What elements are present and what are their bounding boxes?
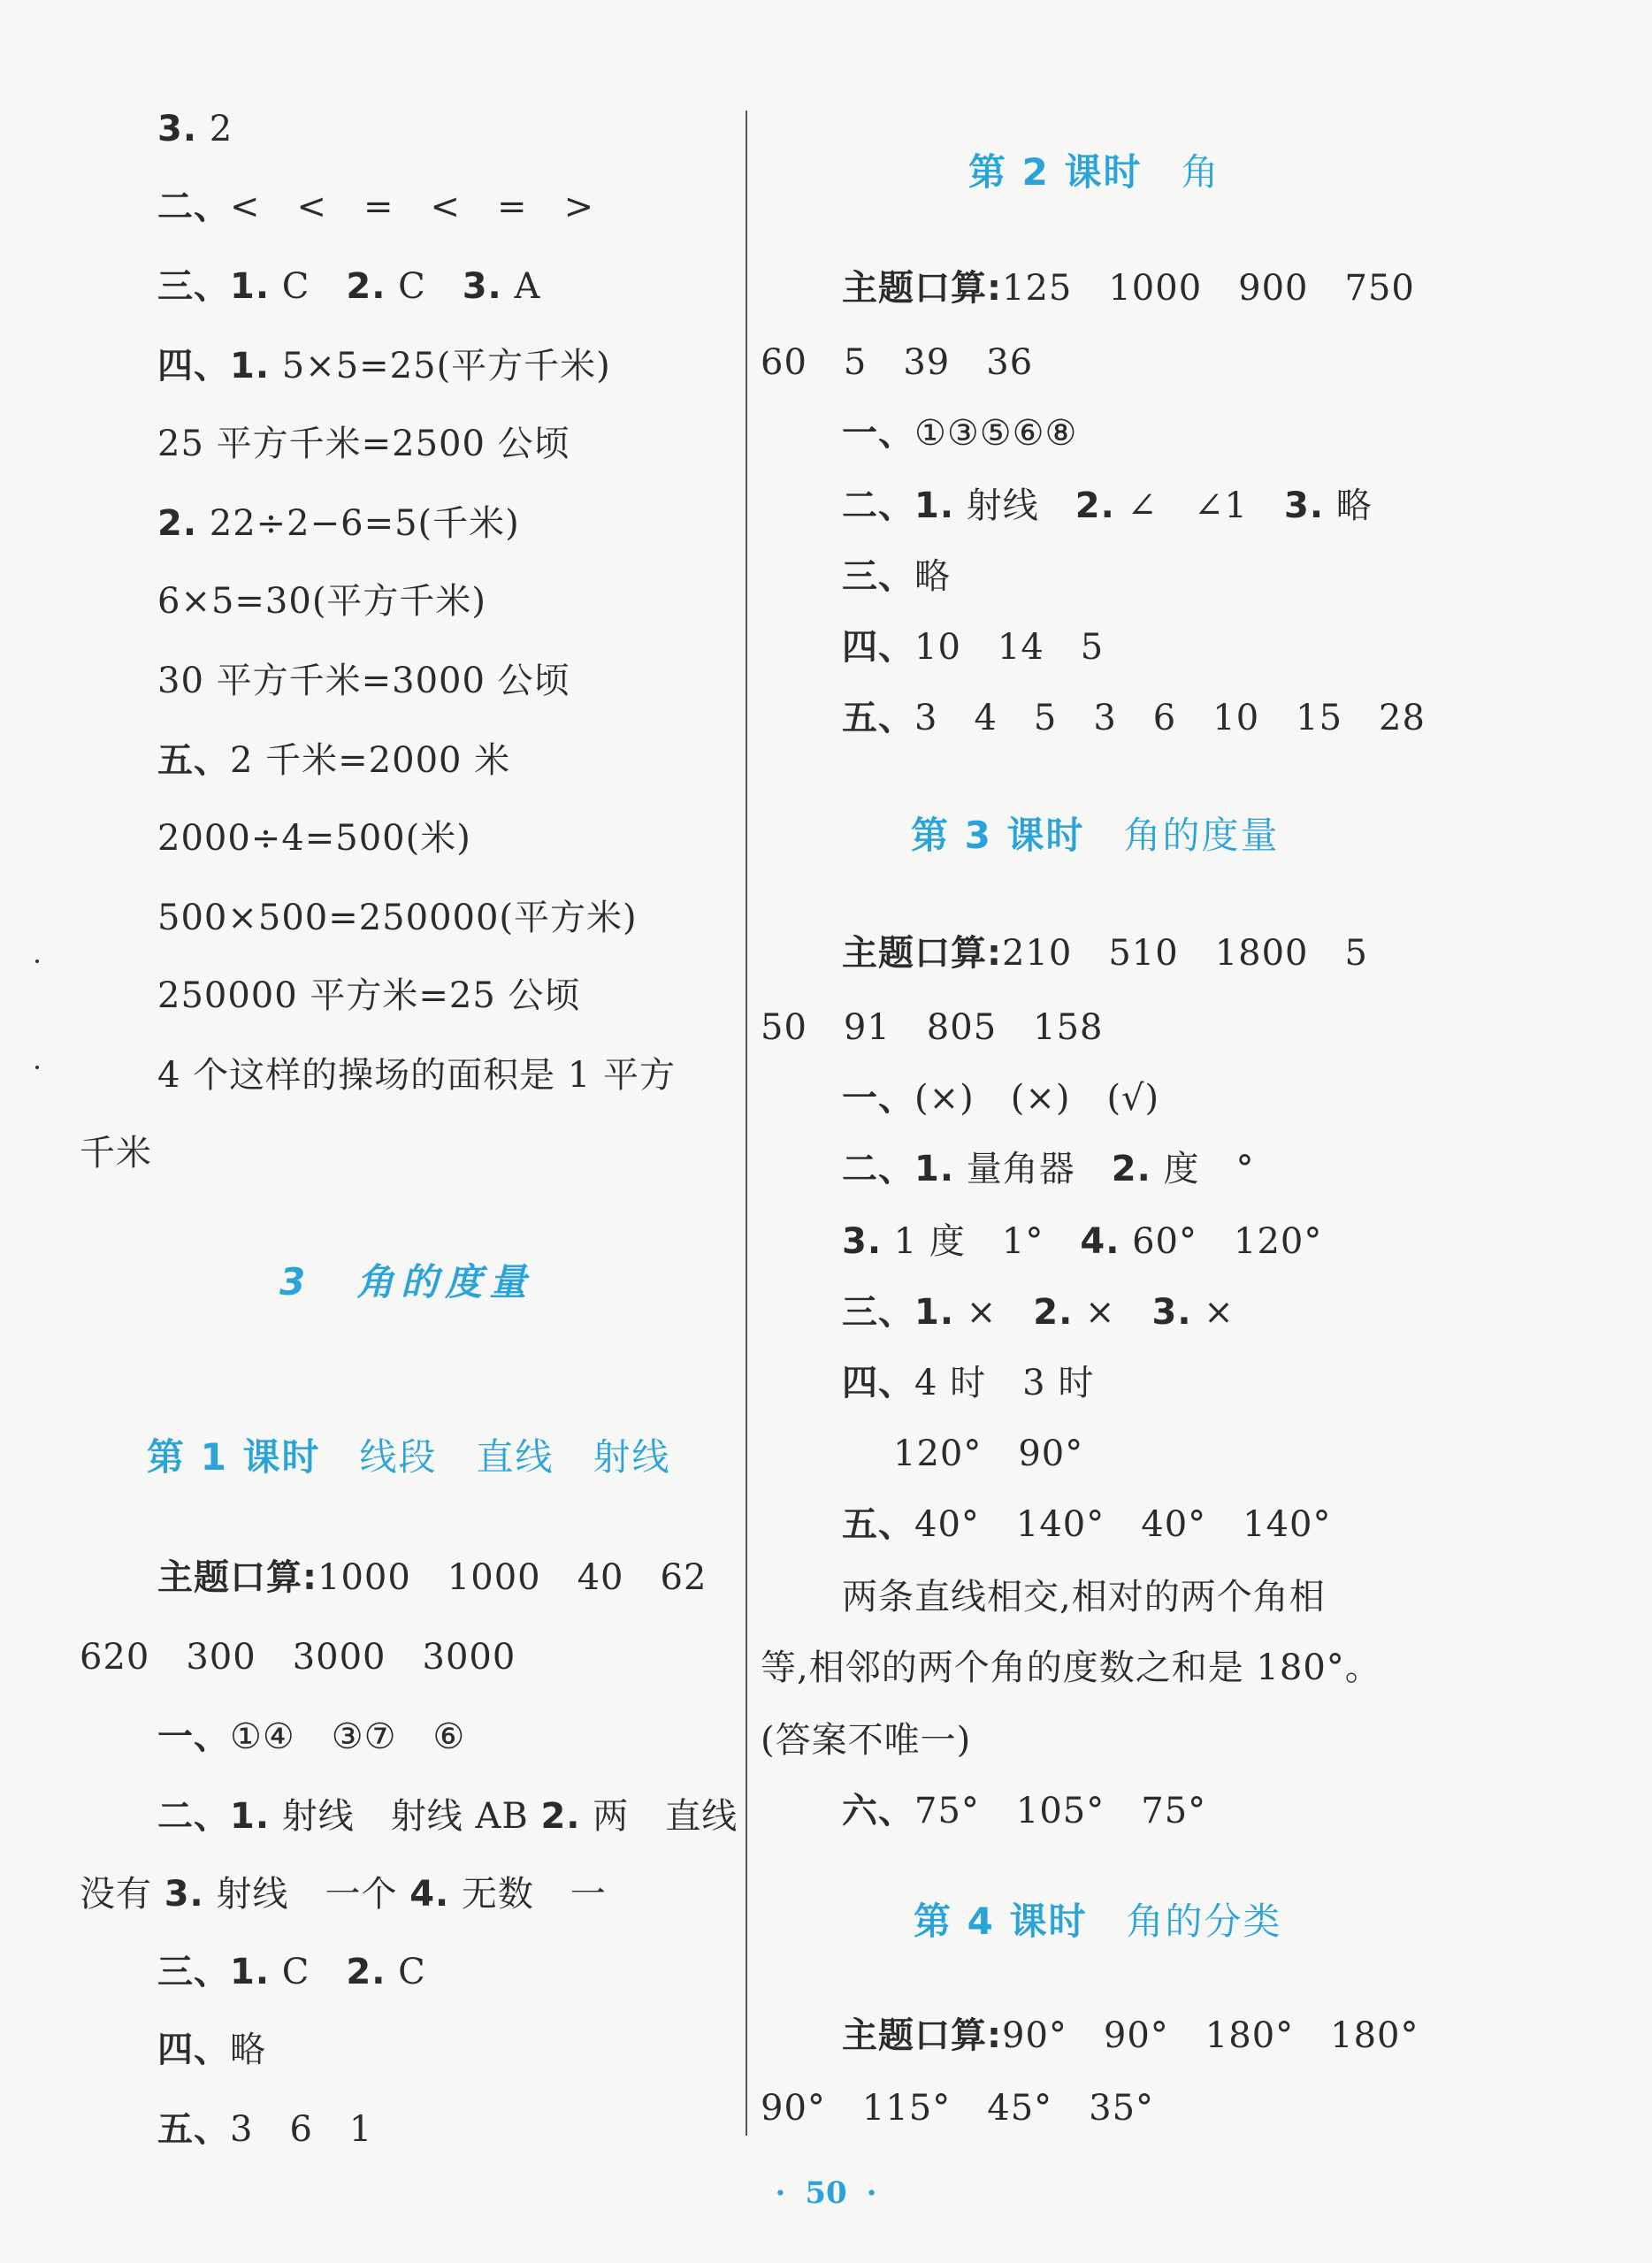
answer-label: 一、 [842, 413, 914, 454]
answer-label: 2. [1075, 485, 1115, 526]
answer-label: 五、 [157, 740, 230, 781]
answer-label: 四、 [842, 627, 914, 668]
lesson-heading [147, 1435, 671, 1479]
answer-line [157, 817, 471, 860]
answer-line [157, 2029, 266, 2071]
answer-line [80, 1132, 152, 1174]
answer-label: 2. [1111, 1149, 1151, 1189]
answer-label: 2. [1033, 1292, 1074, 1333]
answer-text: 90° 90° 180° 180° [1002, 2015, 1419, 2056]
answer-label: 五、 [842, 1504, 914, 1545]
answer-text: 22÷2−6=5(千米) [197, 503, 520, 544]
answer-line [157, 1795, 738, 1838]
answer-label: 二、1. [842, 1149, 955, 1189]
heading-title: 线段 直线 射线 [359, 1435, 671, 1479]
answer-line [893, 1433, 1083, 1475]
answer-line [157, 423, 570, 465]
answer-text: 10 14 5 [914, 627, 1105, 668]
answer-label: 四、 [157, 2030, 230, 2070]
answer-label: 3. [1151, 1292, 1192, 1333]
answer-text: 无数 一 [449, 1874, 607, 1915]
answer-line [842, 1503, 1332, 1546]
answer-text: 120° 90° [893, 1433, 1084, 1474]
answer-label: 3. [157, 109, 198, 149]
answer-text: 略 [1324, 485, 1373, 526]
answer-text: 4 个这样的操场的面积是 1 平方 [157, 1055, 677, 1096]
answer-label: 主题口算: [842, 2015, 1002, 2056]
answer-text: 2 [197, 109, 233, 149]
answer-label: 2. [157, 503, 198, 544]
answer-line [157, 108, 233, 150]
heading-gap [1087, 1900, 1126, 1943]
answer-line [157, 502, 520, 545]
answer-text: C [270, 266, 347, 307]
answer-text: 500×500=250000(平方米) [157, 898, 638, 938]
answer-text: 5×5=25(平方千米) [270, 346, 611, 386]
answer-text: 射线 [954, 485, 1075, 526]
answer-text: < < = < = > [230, 187, 595, 227]
answer-line [157, 580, 486, 623]
answer-text: 60° 120° [1120, 1221, 1323, 1262]
answer-label: 五、 [842, 698, 914, 738]
answer-label: 一、 [157, 1716, 230, 1757]
answer-text: 75° 105° 75° [914, 1791, 1207, 1831]
answer-text: ①③⑤⑥⑧ [914, 413, 1078, 454]
answer-line [157, 975, 581, 1017]
answer-line [157, 1951, 426, 1993]
answer-line [157, 660, 570, 702]
answer-text: ①④ ③⑦ ⑥ [230, 1716, 466, 1757]
heading-title: 角的分类 [1126, 1900, 1282, 1943]
answer-label: 三、 [842, 556, 914, 597]
answer-line [842, 1291, 1235, 1334]
answer-label: 四、1. [157, 346, 271, 386]
answer-line [842, 1077, 1159, 1120]
answer-line [157, 1556, 707, 1599]
answer-line [842, 1790, 1206, 1832]
answer-label: 三、1. [157, 266, 271, 307]
answer-line [842, 1148, 1255, 1190]
answer-label: 3. [462, 266, 502, 307]
answer-line [157, 1716, 465, 1758]
heading-title: 角的度量 [1123, 814, 1280, 857]
answer-label: 2. [346, 1952, 386, 1992]
answer-label: 2. [346, 266, 386, 307]
answer-line [157, 897, 638, 939]
answer-line [842, 412, 1077, 455]
heading-gap [1084, 814, 1123, 857]
heading-number: 第 3 课时 [911, 814, 1085, 857]
answer-label: 二、1. [842, 485, 955, 526]
answer-line [761, 1006, 1104, 1049]
answer-line [842, 697, 1426, 739]
heading-number: 第 4 课时 [914, 1900, 1088, 1943]
answer-label: 3. [842, 1221, 883, 1262]
answer-text: 620 300 3000 3000 [80, 1637, 516, 1678]
column-divider [746, 111, 747, 2136]
answer-text: 3 6 1 [230, 2109, 373, 2150]
answer-text: 两条直线相交,相对的两个角相 [842, 1577, 1326, 1617]
scan-mark [35, 1066, 39, 1069]
answer-text: 两 直线 [580, 1796, 738, 1837]
answer-label: 3. [164, 1874, 204, 1915]
page-number: · 50 · [775, 2175, 877, 2211]
answer-line [842, 267, 1415, 310]
answer-text: 210 510 1800 5 [1002, 933, 1368, 974]
answer-text: 没有 [80, 1874, 164, 1915]
heading-number: 3 [279, 1260, 313, 1304]
answer-text: × [1191, 1292, 1235, 1333]
answer-line [157, 2108, 372, 2151]
answer-text: 90° 115° 45° 35° [761, 2088, 1155, 2129]
answer-label: 二、 [157, 187, 230, 227]
answer-text: 1000 1000 40 62 [317, 1557, 707, 1598]
answer-text: 250000 平方米=25 公顷 [157, 975, 581, 1016]
answer-label: 2. [540, 1796, 581, 1837]
answer-label: 五、 [157, 2109, 230, 2150]
answer-text: 4 时 3 时 [914, 1363, 1095, 1403]
answer-line [842, 1362, 1094, 1404]
answer-text: 1 度 1° [882, 1221, 1081, 1262]
answer-text: A [501, 266, 541, 307]
answer-label: 3. [1283, 485, 1325, 526]
answer-text: 量角器 [954, 1149, 1112, 1189]
answer-text: 3 4 5 3 6 10 15 28 [914, 698, 1426, 738]
answer-line [80, 1873, 607, 1915]
answer-label: 四、 [842, 1363, 914, 1403]
lesson-heading [968, 150, 1220, 195]
answer-text: ∠ ∠1 [1114, 485, 1284, 526]
answer-text: (答案不唯一) [761, 1720, 972, 1761]
answer-text: 2000÷4=500(米) [157, 818, 471, 859]
answer-text: 25 平方千米=2500 公顷 [157, 424, 570, 464]
heading-gap [312, 1260, 356, 1304]
answer-line [842, 932, 1368, 975]
answer-text: 6×5=30(平方千米) [157, 581, 487, 622]
answer-text: 千米 [80, 1133, 152, 1174]
answer-line [842, 485, 1373, 527]
answer-text: 2 千米=2000 米 [230, 740, 511, 781]
answer-text: 略 [230, 2030, 266, 2070]
answer-line [157, 345, 611, 387]
heading-number: 第 2 课时 [968, 150, 1143, 194]
answer-text: × [1073, 1292, 1152, 1333]
answer-label: 六、 [842, 1791, 914, 1831]
answer-text: 30 平方千米=3000 公顷 [157, 661, 570, 701]
answer-text: 50 91 805 158 [761, 1007, 1104, 1048]
answer-line [842, 555, 951, 598]
answer-line [157, 739, 510, 782]
answer-line [842, 1576, 1326, 1618]
heading-number: 第 1 课时 [147, 1435, 321, 1479]
answer-label: 主题口算: [842, 268, 1002, 309]
answer-label: 三、1. [157, 1952, 271, 1992]
answer-text: 60 5 39 36 [761, 342, 1034, 383]
heading-gap [1142, 150, 1181, 194]
answer-text: 40° 140° 40° 140° [914, 1504, 1332, 1545]
answer-line [842, 1220, 1322, 1263]
answer-label: 三、1. [842, 1292, 955, 1333]
answer-text: C [270, 1952, 347, 1992]
scan-mark [35, 959, 39, 963]
chapter-heading [279, 1260, 533, 1304]
answer-text: × [954, 1292, 1034, 1333]
heading-title: 角 [1181, 150, 1220, 194]
answer-line [842, 626, 1104, 669]
answer-line [157, 186, 594, 228]
lesson-heading [911, 814, 1280, 858]
answer-text: C [386, 1952, 426, 1992]
answer-line [761, 1647, 1381, 1689]
lesson-heading [914, 1900, 1282, 1944]
answer-text: 略 [914, 556, 951, 597]
answer-label: 4. [409, 1874, 450, 1915]
answer-label: 一、 [842, 1078, 914, 1119]
heading-gap [320, 1435, 359, 1479]
answer-text: 125 1000 900 750 [1002, 268, 1415, 309]
answer-text: 等,相邻的两个角的度数之和是 180°。 [761, 1648, 1381, 1688]
answer-label: 4. [1080, 1221, 1120, 1262]
answer-line [761, 2087, 1154, 2129]
answer-text: C [386, 266, 463, 307]
answer-label: 二、1. [157, 1796, 271, 1837]
answer-text: (×) (×) (√) [914, 1078, 1160, 1119]
heading-title: 角的度量 [356, 1260, 534, 1304]
answer-text: 射线 一个 [203, 1874, 410, 1915]
answer-label: 主题口算: [157, 1557, 317, 1598]
answer-label: 主题口算: [842, 933, 1002, 974]
answer-text: 射线 射线 AB [270, 1796, 541, 1837]
answer-line [842, 2015, 1419, 2057]
answer-line [157, 1054, 676, 1097]
answer-text: 度 ° [1151, 1149, 1255, 1189]
answer-line [80, 1636, 516, 1678]
answer-line [157, 265, 540, 308]
answer-line [761, 1719, 971, 1762]
answer-line [761, 341, 1033, 384]
